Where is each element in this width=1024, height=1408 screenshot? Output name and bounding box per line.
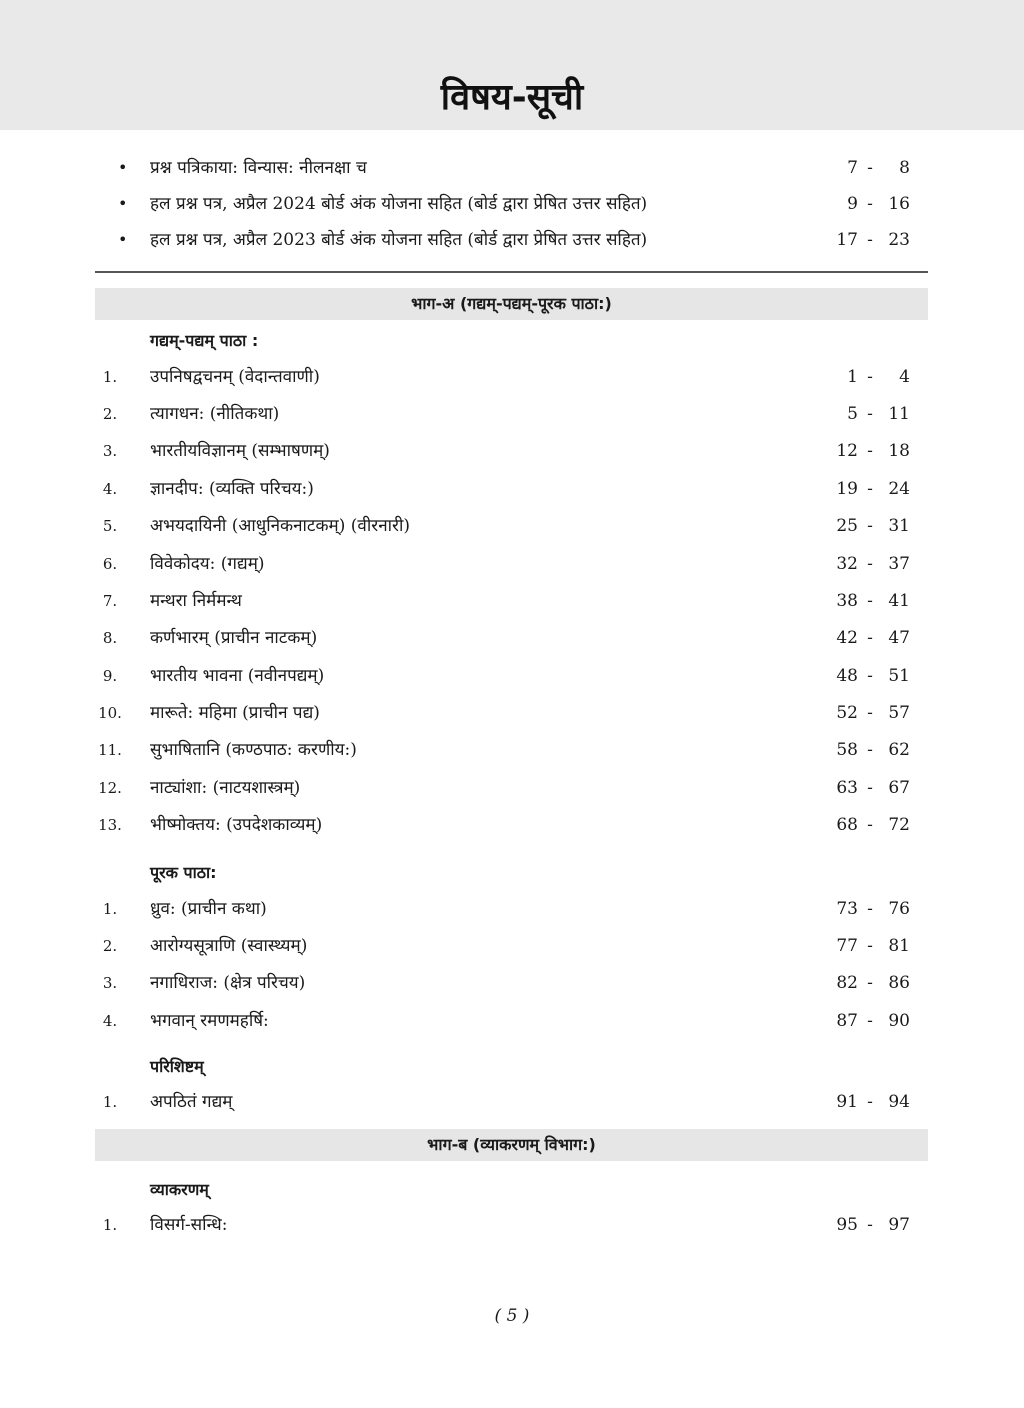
- page-to: 4: [899, 367, 910, 387]
- page-to: 72: [888, 815, 910, 835]
- page-range: [820, 399, 920, 429]
- bullet-icon: •: [118, 194, 128, 213]
- page-separator: -: [867, 1092, 873, 1112]
- entry-number: 5.: [102, 517, 118, 535]
- page-separator: -: [867, 441, 873, 461]
- page-range: [820, 1210, 920, 1240]
- page-range: [820, 586, 920, 616]
- page-range: [820, 225, 920, 255]
- page-separator: -: [867, 815, 873, 835]
- entry-title: भारतीय भावना (नवीनपद्यम्): [150, 666, 325, 686]
- page-range: [820, 1087, 920, 1117]
- page-from: 1: [847, 367, 858, 387]
- entry-number: 4.: [102, 480, 118, 498]
- page-separator: -: [867, 230, 873, 250]
- entry-title: नाट्यांशा: (नाटयशास्त्रम्): [150, 778, 301, 798]
- page-number: ( 5 ): [494, 1306, 530, 1326]
- entry-title: अभयदायिनी (आधुनिकनाटकम्) (वीरनारी): [150, 516, 411, 536]
- entry-title: भारतीयविज्ञानम् (सम्भाषणम्): [150, 441, 330, 461]
- page-from: 48: [836, 666, 858, 686]
- entry-title: नगाधिराज: (क्षेत्र परिचय): [150, 973, 306, 993]
- entry-title: त्यागधन: (नीतिकथा): [150, 404, 280, 424]
- entry-number: 6.: [102, 555, 118, 573]
- page-to: 37: [888, 554, 910, 574]
- page-from: 12: [836, 441, 858, 461]
- page-to: 11: [888, 404, 910, 424]
- page-range: [820, 549, 920, 579]
- entry-number: 3.: [102, 442, 118, 460]
- page-separator: -: [867, 1215, 873, 1235]
- entry-title: भीष्मोक्तय: (उपदेशकाव्यम्): [150, 815, 323, 835]
- entry-title: ज्ञानदीप: (व्यक्ति परिचय:): [150, 479, 314, 499]
- page-separator: -: [867, 554, 873, 574]
- page-to: 57: [888, 703, 910, 723]
- section-subheading: व्याकरणम्: [150, 1180, 209, 1199]
- page-from: 52: [836, 703, 858, 723]
- page-separator: -: [867, 158, 873, 178]
- entry-title: प्रश्न पत्रिकाया: विन्यास: नीलनक्षा च: [150, 158, 367, 178]
- bullet-icon: •: [118, 230, 128, 249]
- entry-title: सुभाषितानि (कण्ठपाठ: करणीय:): [150, 740, 357, 760]
- section-subheading: पूरक पाठा:: [150, 863, 217, 882]
- entry-title: मारूते: महिमा (प्राचीन पद्य): [150, 703, 320, 723]
- page-to: 76: [888, 899, 910, 919]
- entry-title: उपनिषद्वचनम् (वेदान्तवाणी): [150, 367, 320, 387]
- entry-title: विवेकोदय: (गद्यम्): [150, 554, 265, 574]
- page-separator: -: [867, 404, 873, 424]
- page-range: [820, 362, 920, 392]
- entry-number: 4.: [102, 1012, 118, 1030]
- entry-number: 7.: [102, 592, 118, 610]
- page-from: 5: [847, 404, 858, 424]
- page-from: 9: [847, 194, 858, 214]
- page-separator: -: [867, 936, 873, 956]
- entry-title: विसर्ग-सन्धि:: [150, 1215, 228, 1235]
- entry-number: 11.: [98, 741, 122, 759]
- page-from: 63: [836, 778, 858, 798]
- entry-number: 9.: [102, 667, 118, 685]
- entry-number: 2.: [102, 405, 118, 423]
- page-separator: -: [867, 194, 873, 214]
- page-to: 31: [888, 516, 910, 536]
- page-range: [820, 189, 920, 219]
- section-subheading: गद्यम्-पद्यम् पाठा :: [150, 331, 259, 350]
- page-separator: -: [867, 479, 873, 499]
- entry-title: हल प्रश्न पत्र, अप्रैल 2024 बोर्ड अंक योजना सहित (बोर्ड द्वारा प्रेषित उत्तर सहित): [150, 194, 648, 214]
- page-separator: -: [867, 778, 873, 798]
- page-to: 47: [888, 628, 910, 648]
- page-to: 90: [888, 1011, 910, 1031]
- entry-title: मन्थरा निर्ममन्थ: [150, 591, 242, 611]
- page-separator: -: [867, 740, 873, 760]
- entry-number: 10.: [98, 704, 122, 722]
- page-to: 81: [888, 936, 910, 956]
- page-from: 42: [836, 628, 858, 648]
- page-from: 19: [836, 479, 858, 499]
- section-subheading: परिशिष्टम्: [150, 1057, 204, 1076]
- entry-title: हल प्रश्न पत्र, अप्रैल 2023 बोर्ड अंक योजना सहित (बोर्ड द्वारा प्रेषित उत्तर सहित): [150, 230, 648, 250]
- page-separator: -: [867, 666, 873, 686]
- entry-title: आरोग्यसूत्राणि (स्वास्थ्यम्): [150, 936, 308, 956]
- page-from: 25: [836, 516, 858, 536]
- page-range: [820, 773, 920, 803]
- part-a-heading: भाग-अ (गद्यम्-पद्यम्-पूरक पाठा:): [95, 288, 928, 320]
- page-to: 23: [888, 230, 910, 250]
- part-b-heading: भाग-ब (व्याकरणम् विभाग:): [95, 1129, 928, 1161]
- page-range: [820, 698, 920, 728]
- page-range: [820, 1006, 920, 1036]
- bullet-icon: •: [118, 158, 128, 177]
- entry-number: 1.: [102, 1216, 118, 1234]
- page-from: 95: [836, 1215, 858, 1235]
- page-separator: -: [867, 703, 873, 723]
- page-from: 73: [836, 899, 858, 919]
- page-from: 82: [836, 973, 858, 993]
- page-range: [820, 623, 920, 653]
- page-from: 87: [836, 1011, 858, 1031]
- page-separator: -: [867, 1011, 873, 1031]
- page-from: 68: [836, 815, 858, 835]
- page-title: विषय-सूची: [440, 77, 584, 118]
- entry-number: 8.: [102, 629, 118, 647]
- page-range: [820, 931, 920, 961]
- entry-title: कर्णभारम् (प्राचीन नाटकम्): [150, 628, 318, 648]
- page-range: [820, 474, 920, 504]
- page-range: [820, 511, 920, 541]
- page-to: 8: [899, 158, 910, 178]
- entry-number: 3.: [102, 974, 118, 992]
- divider: [95, 271, 928, 273]
- page-to: 94: [888, 1092, 910, 1112]
- page-separator: -: [867, 516, 873, 536]
- page-from: 77: [836, 936, 858, 956]
- page-separator: -: [867, 899, 873, 919]
- page-from: 38: [836, 591, 858, 611]
- entry-number: 1.: [102, 1093, 118, 1111]
- page-range: [820, 153, 920, 183]
- entry-title: भगवान् रमणमहर्षि:: [150, 1011, 269, 1031]
- page-to: 86: [888, 973, 910, 993]
- page-range: [820, 810, 920, 840]
- page-to: 62: [888, 740, 910, 760]
- page-separator: -: [867, 973, 873, 993]
- entry-number: 13.: [98, 816, 122, 834]
- entry-number: 1.: [102, 900, 118, 918]
- page-to: 67: [888, 778, 910, 798]
- page-separator: -: [867, 628, 873, 648]
- page-range: [820, 968, 920, 998]
- page-separator: -: [867, 367, 873, 387]
- page-range: [820, 436, 920, 466]
- page-to: 41: [888, 591, 910, 611]
- page-to: 16: [888, 194, 910, 214]
- page-from: 58: [836, 740, 858, 760]
- page-from: 32: [836, 554, 858, 574]
- page-range: [820, 735, 920, 765]
- page-to: 97: [888, 1215, 910, 1235]
- page-range: [820, 661, 920, 691]
- entry-title: अपठितं गद्यम्: [150, 1092, 233, 1112]
- page-from: 91: [836, 1092, 858, 1112]
- page-to: 24: [888, 479, 910, 499]
- entry-title: ध्रुव: (प्राचीन कथा): [150, 899, 267, 919]
- entry-number: 1.: [102, 368, 118, 386]
- page-to: 18: [888, 441, 910, 461]
- page-range: [820, 894, 920, 924]
- page-from: 7: [847, 158, 858, 178]
- entry-number: 2.: [102, 937, 118, 955]
- entry-number: 12.: [98, 779, 122, 797]
- page-to: 51: [888, 666, 910, 686]
- page-from: 17: [836, 230, 858, 250]
- page-separator: -: [867, 591, 873, 611]
